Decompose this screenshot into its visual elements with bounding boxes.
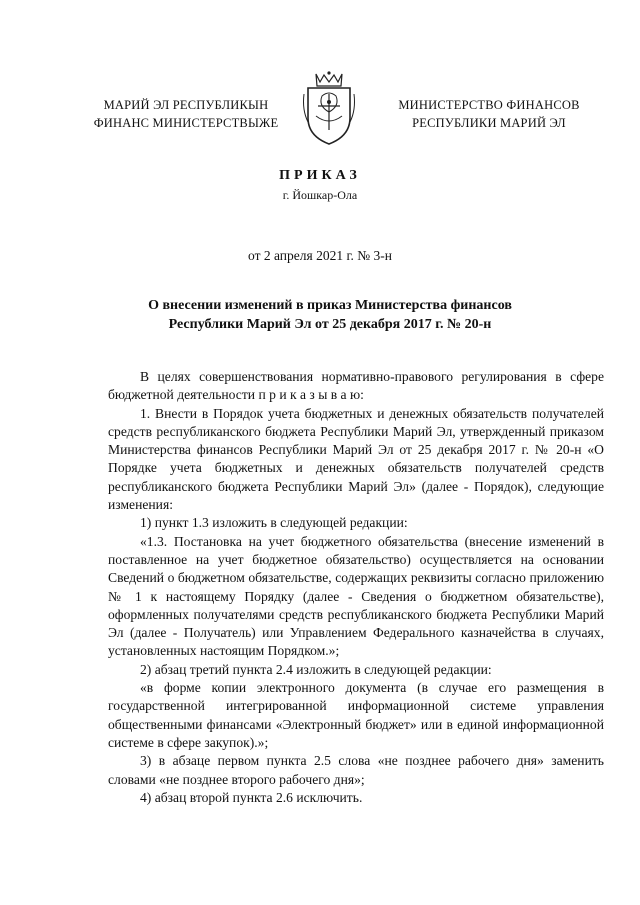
paragraph-subitem-3: 3) в абзаце первом пункта 2.5 слова «не позднее рабочего дня» заменить словами «не позднее второго рабочего дня»; [108, 753, 604, 787]
document-type: ПРИКАЗ [279, 168, 361, 183]
coat-of-arms-mari-el-icon [300, 70, 358, 148]
header-left-line2: ФИНАНС МИНИСТЕРСТВЫЖЕ [93, 116, 279, 130]
document-city: г. Йошкар-Ола [282, 188, 358, 202]
paragraph-subitem-2: 2) абзац третий пункта 2.4 изложить в следующей редакции: [140, 661, 492, 677]
paragraph-preamble: В целях совершенствования нормативно-правового регулирования в сфере бюджетной деятельности п р и к а з ы в а ю: [108, 369, 604, 403]
paragraph-subitem-4: 4) абзац второй пункта 2.6 исключить. [140, 789, 363, 805]
header-right-block [384, 96, 594, 132]
header-right-line2: РЕСПУБЛИКИ МАРИЙ ЭЛ [412, 116, 566, 130]
header-right-line1: МИНИСТЕРСТВО ФИНАНСОВ [398, 98, 580, 112]
document-date-number: от 2 апреля 2021 г. № 3-н [248, 248, 392, 263]
document-title [100, 296, 560, 334]
header-left-block [86, 96, 286, 132]
document-title-line1: О внесении изменений в приказ Министерства финансов [148, 298, 512, 313]
document-body [108, 368, 604, 807]
paragraph-quote-1-3: «1.3. Постановка на учет бюджетного обязательства (внесение изменений в поставленное на учет бюджетное обязательство) осуществляется на основании Сведений о бюджетном обязательстве, содержащих реквизиты согласно приложению № 1 к настоящему Порядку (далее - Сведения о бюджетном обязательстве), оформленных получателями средств республиканского бюджета Республики Марий Эл (далее - Получатель) или Управлением Федерального казначейства в случаях, установленных настоящим Порядком.»; [108, 533, 604, 659]
paragraph-subitem-1: 1) пункт 1.3 изложить в следующей редакции: [140, 515, 408, 531]
paragraph-item-1: 1. Внести в Порядок учета бюджетных и денежных обязательств получателей средств республиканского бюджета Республики Марий Эл, утвержденный приказом Министерства финансов Республики Марий Эл от 25 декабря 2017 г. № 20-н «О Порядке учета бюджетных и денежных обязательств получателей средств республиканского бюджета Республики Марий Эл» (далее - Порядок), следующие изменения: [108, 405, 604, 513]
paragraph-quote-2-4: «в форме копии электронного документа (в случае его размещения в государственной интегрированной информационной системе управления общественными финансами «Электронный бюджет» или в единой информационной системе в сфере закупок).»; [108, 680, 604, 750]
header-left-line1: МАРИЙ ЭЛ РЕСПУБЛИКЫН [103, 98, 269, 112]
document-title-line2: Республики Марий Эл от 25 декабря 2017 г. № 20-н [168, 317, 492, 332]
